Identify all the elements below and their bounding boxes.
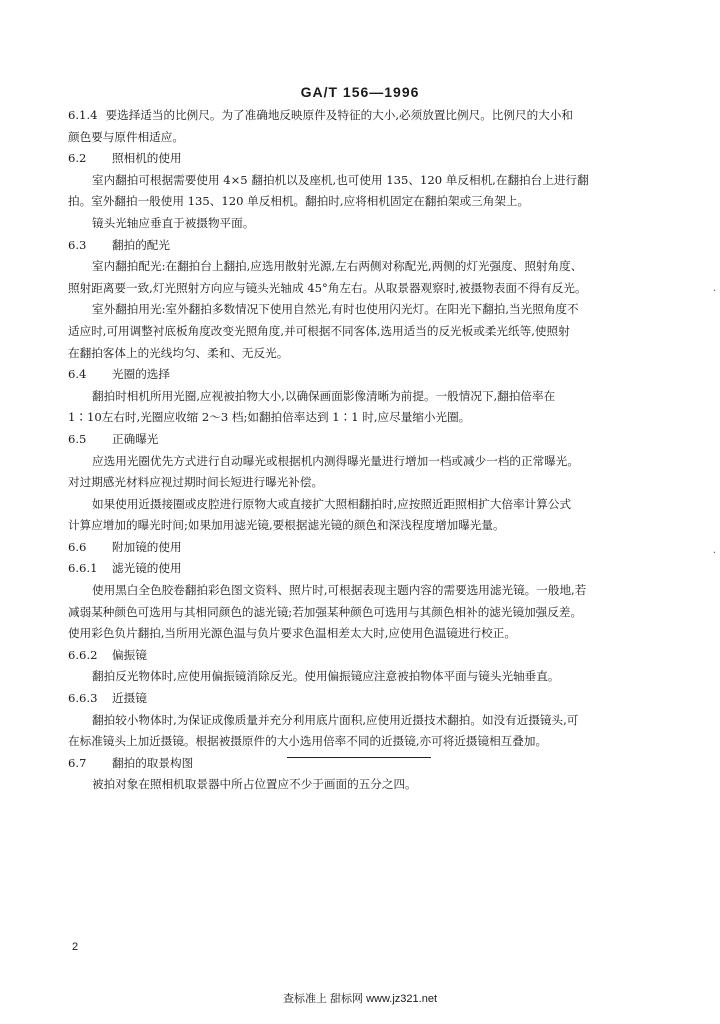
paragraph-line: 颜色要与原件相适应。 xyxy=(68,129,184,144)
section-number: 6.3 xyxy=(68,237,87,252)
section-heading xyxy=(68,537,634,559)
paragraph-line: 使用彩色负片翻拍,当所用光源色温与负片要求色温相差太大时,应使用色温镜进行校正。 xyxy=(68,626,516,641)
line-text: 要选择适当的比例尺。为了准确地反映原件及特征的大小,必须放置比例尺。比例尺的大小和 xyxy=(105,108,573,122)
section-number: 6.7 xyxy=(68,755,87,770)
section-heading xyxy=(68,558,634,580)
section-number: 6.4 xyxy=(68,367,87,382)
paragraph-line: 照射距离要一致,灯光照射方向应与镜头光轴成 45°角左右。从取景器观察时,被摄物表面不得有反光。 xyxy=(68,280,587,295)
paragraph xyxy=(68,451,634,494)
section-title: 翻拍的取景构图 xyxy=(112,755,194,770)
page-number: 2 xyxy=(72,941,79,953)
paragraph xyxy=(68,256,634,299)
paragraph-line: 镜头光轴应垂直于被摄物平面。 xyxy=(92,215,255,230)
paragraph-line: 在翻拍客体上的光线均匀、柔和、无反光。 xyxy=(68,345,289,360)
paragraph-line: 翻拍较小物体时,为保证成像质量并充分利用底片面积,应使用近摄技术翻拍。如没有近摄镜头,可 xyxy=(92,712,579,727)
paragraph xyxy=(68,105,634,148)
section-number: 6.2 xyxy=(68,151,87,166)
paragraph xyxy=(68,494,634,537)
section-number: 6.5 xyxy=(68,431,87,446)
paragraph xyxy=(68,580,634,645)
section-title: 正确曝光 xyxy=(112,431,159,446)
document-body xyxy=(68,105,634,796)
end-rule xyxy=(287,757,431,758)
section-title: 滤光镜的使用 xyxy=(112,561,182,576)
paragraph-line xyxy=(68,105,634,127)
paragraph-line: 如果使用近摄接圈或皮腔进行原物大或直接扩大照相翻拍时,应按照近距照相扩大倍率计算公式 xyxy=(92,496,572,511)
section-heading xyxy=(68,645,634,667)
paragraph-line: 应选用光圈优先方式进行自动曝光或根据机内测得曝光量进行增加一档或减少一档的正常曝光。 xyxy=(92,453,579,468)
section-title: 光圈的选择 xyxy=(112,367,170,382)
paragraph-line: 翻拍反光物体时,应使用偏振镜消除反光。使用偏振镜应注意被拍物体平面与镜头光轴垂直。 xyxy=(92,669,560,684)
paragraph-line: 在标准镜头上加近摄镜。根据被摄原件的大小选用倍率不同的近摄镜,亦可将近摄镜相互叠加。 xyxy=(68,734,548,749)
paragraph-line: 1∶10左右时,光圈应收缩 2～3 档;如翻拍倍率达到 1∶1 时,应尽量缩小光圈。 xyxy=(68,410,471,425)
paragraph xyxy=(68,710,634,753)
section-title: 偏振镜 xyxy=(112,647,147,662)
paragraph-line: 适应时,可用调整衬底板角度改变光照角度,并可根据不同客体,选用适当的反光板或柔光纸等,使照射 xyxy=(68,323,570,338)
paragraph-line: 计算应增加的曝光时间;如果加用滤光镜,要根据滤光镜的颜色和深浅程度增加曝光量。 xyxy=(68,518,505,533)
paragraph-line: 使用黑白全色胶卷翻拍彩色图文资料、照片时,可根据表现主题内容的需要选用滤光镜。一般地,若 xyxy=(92,583,587,598)
paragraph-line: 室外翻拍用光:室外翻拍多数情况下使用自然光,有时也使用闪光灯。在阳光下翻拍,当光照角度不 xyxy=(92,302,579,317)
section-heading xyxy=(68,429,634,451)
section-heading xyxy=(68,688,634,710)
paragraph-line: 翻拍时相机所用光圈,应视被拍物大小,以确保画面影像清晰为前提。一般情况下,翻拍倍率在 xyxy=(92,388,556,403)
paragraph-line: 被拍对象在照相机取景器中所占位置应不少于画面的五分之四。 xyxy=(92,777,417,792)
paragraph xyxy=(68,774,634,796)
paragraph xyxy=(68,666,634,688)
paragraph xyxy=(68,386,634,429)
page-header-standard-number: GA/T 156—1996 xyxy=(300,84,420,100)
section-title: 附加镜的使用 xyxy=(112,539,182,554)
section-title: 翻拍的配光 xyxy=(112,237,170,252)
section-title: 照相机的使用 xyxy=(112,151,182,166)
section-title: 近摄镜 xyxy=(112,691,147,706)
paragraph xyxy=(68,299,634,364)
paragraph xyxy=(68,213,634,235)
paragraph-line: 对过期感光材料应视过期时间长短进行曝光补偿。 xyxy=(68,475,324,490)
section-number: 6.6 xyxy=(68,539,87,554)
paragraph xyxy=(68,170,634,213)
section-number: 6.6.2 xyxy=(68,647,98,662)
section-number: 6.1.4 xyxy=(68,108,98,122)
paragraph-line: 室内翻拍配光:在翻拍台上翻拍,应选用散射光源,左右两侧对称配光,两侧的灯光强度、照射角度、 xyxy=(92,259,583,274)
paragraph-line: 室内翻拍可根据需要使用 4×5 翻拍机以及座机,也可使用 135、120 单反相机,在翻拍台上进行翻 xyxy=(92,172,589,187)
section-heading xyxy=(68,148,634,170)
section-heading xyxy=(68,364,634,386)
edge-tick-mark: · xyxy=(712,286,716,297)
paragraph-line: 减弱某种颜色可选用与其相同颜色的滤光镜;若加强某种颜色可选用与其颜色相补的滤光镜加强反差。 xyxy=(68,604,583,619)
edge-tick-mark: · xyxy=(712,548,716,559)
footer-watermark-text: 查标准上 甜标网 www.jz321.net xyxy=(282,993,438,1005)
section-number: 6.6.3 xyxy=(68,691,98,706)
section-heading xyxy=(68,235,634,257)
paragraph-line: 拍。室外翻拍一般使用 135、120 单反相机。翻拍时,应将相机固定在翻拍架或三角架上。 xyxy=(68,194,530,209)
section-number: 6.6.1 xyxy=(68,561,98,576)
